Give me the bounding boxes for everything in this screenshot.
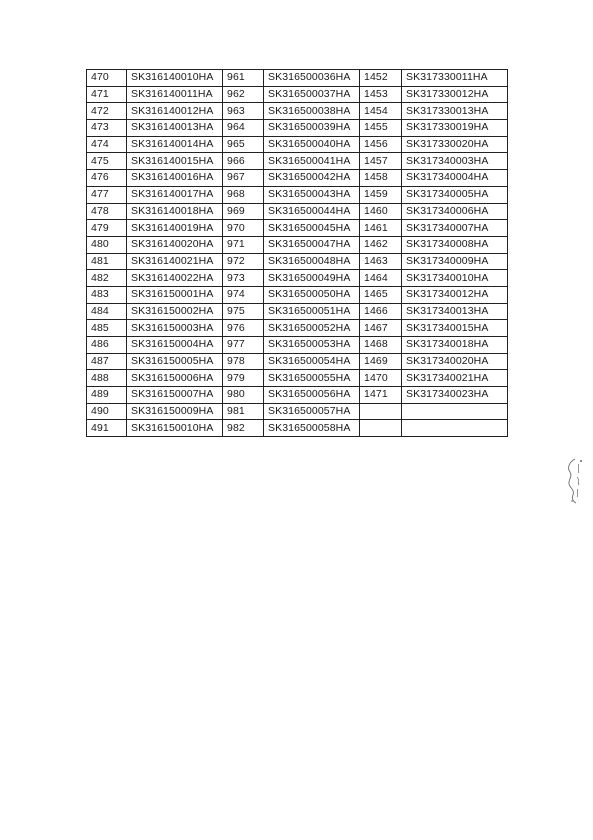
row-number-cell: 962	[223, 86, 264, 103]
row-number-cell	[360, 420, 402, 437]
serial-code-cell: SK316140018HA	[127, 203, 223, 220]
serial-code-cell: SK316140014HA	[127, 136, 223, 153]
table-row	[87, 270, 508, 287]
row-number-cell: 1470	[360, 370, 402, 387]
row-number-cell: 1471	[360, 387, 402, 404]
table-row	[87, 320, 508, 337]
row-number-cell: 1457	[360, 153, 402, 170]
table-row	[87, 420, 508, 437]
serial-code-cell: SK317340006HA	[402, 203, 508, 220]
row-number-cell: 977	[223, 337, 264, 354]
serial-code-cell: SK317340021HA	[402, 370, 508, 387]
table-body	[87, 70, 508, 437]
row-number-cell: 1459	[360, 186, 402, 203]
serial-code-cell: SK316500051HA	[264, 303, 360, 320]
serial-code-cell: SK316500053HA	[264, 337, 360, 354]
serial-code-cell: SK316500049HA	[264, 270, 360, 287]
row-number-cell: 490	[87, 403, 127, 420]
row-number-cell: 481	[87, 253, 127, 270]
serial-code-cell: SK316150010HA	[127, 420, 223, 437]
serial-code-cell: SK316140019HA	[127, 220, 223, 237]
serial-code-cell: SK316140017HA	[127, 186, 223, 203]
serial-code-cell: SK316150006HA	[127, 370, 223, 387]
serial-code-cell: SK317340010HA	[402, 270, 508, 287]
serial-code-cell: SK316150002HA	[127, 303, 223, 320]
table-row	[87, 236, 508, 253]
serial-code-cell: SK316500042HA	[264, 170, 360, 187]
row-number-cell: 491	[87, 420, 127, 437]
row-number-cell: 485	[87, 320, 127, 337]
row-number-cell: 474	[87, 136, 127, 153]
table-row	[87, 220, 508, 237]
row-number-cell: 478	[87, 203, 127, 220]
row-number-cell: 1453	[360, 86, 402, 103]
serial-code-cell: SK316500056HA	[264, 387, 360, 404]
serial-code-cell: SK316500047HA	[264, 236, 360, 253]
serial-code-cell: SK317340013HA	[402, 303, 508, 320]
row-number-cell: 479	[87, 220, 127, 237]
row-number-cell: 476	[87, 170, 127, 187]
row-number-cell: 972	[223, 253, 264, 270]
serial-code-cell: SK316140011HA	[127, 86, 223, 103]
table-row	[87, 303, 508, 320]
row-number-cell: 480	[87, 236, 127, 253]
row-number-cell: 980	[223, 387, 264, 404]
serial-code-cell	[402, 403, 508, 420]
row-number-cell: 471	[87, 86, 127, 103]
row-number-cell: 475	[87, 153, 127, 170]
table-row	[87, 186, 508, 203]
row-number-cell: 484	[87, 303, 127, 320]
serial-code-cell: SK316500057HA	[264, 403, 360, 420]
serial-code-cell: SK316150004HA	[127, 337, 223, 354]
serial-code-cell: SK317340018HA	[402, 337, 508, 354]
signature-stamp	[561, 458, 587, 504]
table-row	[87, 353, 508, 370]
serial-code-cell: SK317340008HA	[402, 236, 508, 253]
serial-code-cell: SK316500043HA	[264, 186, 360, 203]
row-number-cell: 981	[223, 403, 264, 420]
row-number-cell: 486	[87, 337, 127, 354]
serial-code-cell: SK317340003HA	[402, 153, 508, 170]
row-number-cell: 488	[87, 370, 127, 387]
serial-code-cell: SK316140021HA	[127, 253, 223, 270]
row-number-cell: 1467	[360, 320, 402, 337]
table-row	[87, 203, 508, 220]
serial-code-cell: SK317340004HA	[402, 170, 508, 187]
table-row	[87, 253, 508, 270]
row-number-cell: 1464	[360, 270, 402, 287]
table-row	[87, 403, 508, 420]
row-number-cell: 982	[223, 420, 264, 437]
serial-code-cell: SK316500058HA	[264, 420, 360, 437]
row-number-cell: 1456	[360, 136, 402, 153]
serial-code-cell: SK316150009HA	[127, 403, 223, 420]
row-number-cell: 472	[87, 103, 127, 120]
row-number-cell: 1465	[360, 286, 402, 303]
row-number-cell: 1461	[360, 220, 402, 237]
table-row	[87, 170, 508, 187]
serial-code-cell: SK317340005HA	[402, 186, 508, 203]
serial-code-cell: SK316150007HA	[127, 387, 223, 404]
serial-code-cell: SK316500050HA	[264, 286, 360, 303]
row-number-cell: 967	[223, 170, 264, 187]
row-number-cell: 1458	[360, 170, 402, 187]
table-row	[87, 153, 508, 170]
row-number-cell: 961	[223, 70, 264, 87]
serial-code-cell: SK316140010HA	[127, 70, 223, 87]
serial-code-cell: SK317340023HA	[402, 387, 508, 404]
table-row	[87, 120, 508, 137]
serial-code-cell: SK316500038HA	[264, 103, 360, 120]
serial-code-cell: SK317340007HA	[402, 220, 508, 237]
serial-code-cell: SK316500054HA	[264, 353, 360, 370]
table-row	[87, 286, 508, 303]
serial-code-cell: SK316140020HA	[127, 236, 223, 253]
row-number-cell: 974	[223, 286, 264, 303]
serial-code-cell: SK317340009HA	[402, 253, 508, 270]
row-number-cell: 1462	[360, 236, 402, 253]
serial-code-cell: SK316500048HA	[264, 253, 360, 270]
serial-code-cell: SK316140012HA	[127, 103, 223, 120]
row-number-cell: 979	[223, 370, 264, 387]
serial-code-cell: SK317340015HA	[402, 320, 508, 337]
serial-code-cell: SK316150005HA	[127, 353, 223, 370]
serial-code-cell: SK316150001HA	[127, 286, 223, 303]
serial-code-cell: SK316500040HA	[264, 136, 360, 153]
serial-code-cell: SK317340020HA	[402, 353, 508, 370]
serial-code-cell: SK316140016HA	[127, 170, 223, 187]
row-number-cell: 483	[87, 286, 127, 303]
row-number-cell: 971	[223, 236, 264, 253]
row-number-cell: 970	[223, 220, 264, 237]
table-row	[87, 337, 508, 354]
row-number-cell: 978	[223, 353, 264, 370]
row-number-cell: 968	[223, 186, 264, 203]
row-number-cell: 489	[87, 387, 127, 404]
row-number-cell: 965	[223, 136, 264, 153]
serial-code-cell: SK316140013HA	[127, 120, 223, 137]
row-number-cell: 1452	[360, 70, 402, 87]
serial-code-cell: SK316500041HA	[264, 153, 360, 170]
table-row	[87, 370, 508, 387]
serial-code-cell: SK316500044HA	[264, 203, 360, 220]
serial-code-cell: SK316150003HA	[127, 320, 223, 337]
serial-code-cell: SK316500039HA	[264, 120, 360, 137]
serial-code-cell: SK316500036HA	[264, 70, 360, 87]
row-number-cell: 470	[87, 70, 127, 87]
serial-code-cell: SK317330011HA	[402, 70, 508, 87]
serial-code-cell: SK316500055HA	[264, 370, 360, 387]
row-number-cell: 975	[223, 303, 264, 320]
row-number-cell: 1469	[360, 353, 402, 370]
row-number-cell: 973	[223, 270, 264, 287]
row-number-cell: 1466	[360, 303, 402, 320]
serial-code-cell: SK316140015HA	[127, 153, 223, 170]
serial-code-cell: SK317330019HA	[402, 120, 508, 137]
row-number-cell: 966	[223, 153, 264, 170]
table-row	[87, 86, 508, 103]
serial-code-cell: SK316140022HA	[127, 270, 223, 287]
serial-code-cell: SK317330020HA	[402, 136, 508, 153]
serial-code-cell: SK317340012HA	[402, 286, 508, 303]
serial-code-cell	[402, 420, 508, 437]
table-row	[87, 387, 508, 404]
row-number-cell: 964	[223, 120, 264, 137]
row-number-cell: 1463	[360, 253, 402, 270]
serial-code-cell: SK317330013HA	[402, 103, 508, 120]
row-number-cell: 976	[223, 320, 264, 337]
row-number-cell: 473	[87, 120, 127, 137]
row-number-cell: 969	[223, 203, 264, 220]
row-number-cell: 1454	[360, 103, 402, 120]
row-number-cell: 482	[87, 270, 127, 287]
table-row	[87, 70, 508, 87]
table-row	[87, 103, 508, 120]
row-number-cell: 1468	[360, 337, 402, 354]
row-number-cell: 477	[87, 186, 127, 203]
serial-code-table	[86, 69, 508, 437]
row-number-cell: 1460	[360, 203, 402, 220]
serial-code-cell: SK316500045HA	[264, 220, 360, 237]
serial-code-cell: SK316500052HA	[264, 320, 360, 337]
serial-code-cell: SK317330012HA	[402, 86, 508, 103]
row-number-cell: 963	[223, 103, 264, 120]
row-number-cell: 1455	[360, 120, 402, 137]
table-row	[87, 136, 508, 153]
serial-code-cell: SK316500037HA	[264, 86, 360, 103]
row-number-cell: 487	[87, 353, 127, 370]
row-number-cell	[360, 403, 402, 420]
